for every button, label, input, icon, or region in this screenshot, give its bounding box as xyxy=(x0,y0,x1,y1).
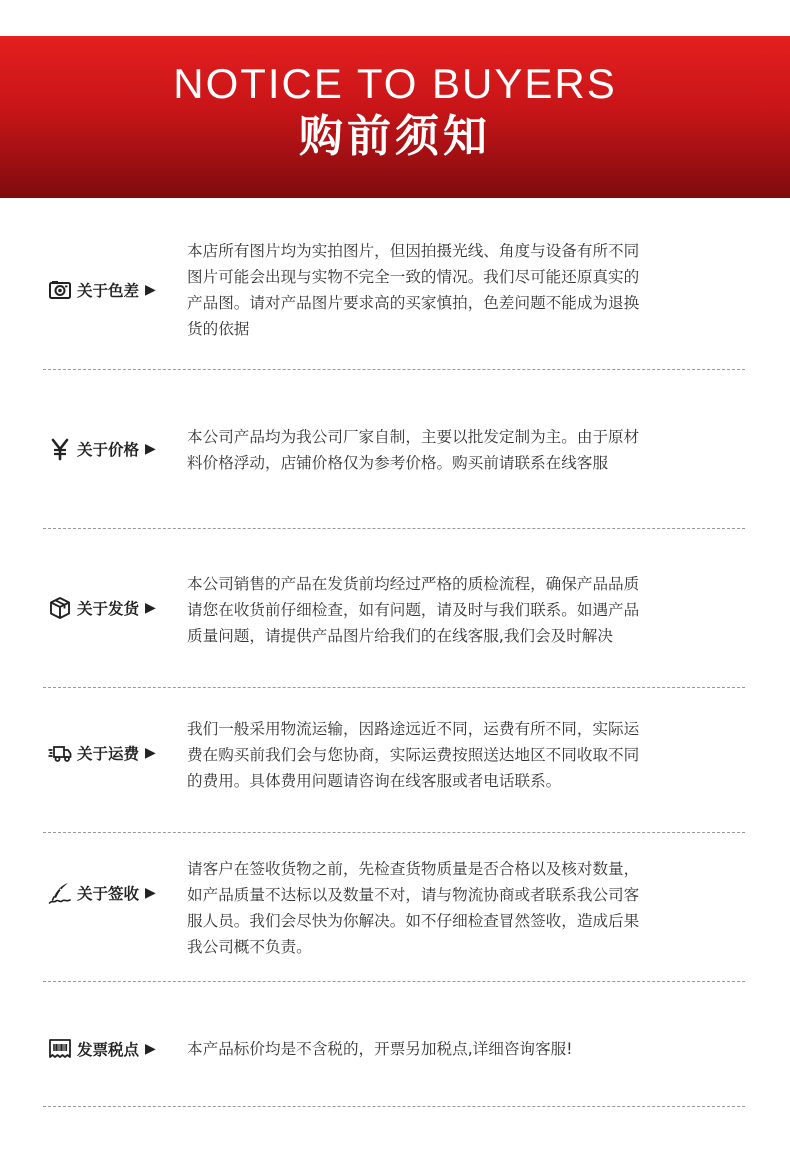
section-label xyxy=(48,595,156,621)
section-title: 发票税点 xyxy=(77,1041,140,1059)
dashed-divider xyxy=(43,369,745,370)
section-label xyxy=(48,436,156,462)
section-body xyxy=(187,1036,743,1062)
yen-icon xyxy=(48,437,72,461)
dashed-divider xyxy=(43,1106,745,1107)
dashed-divider xyxy=(43,832,745,833)
text-line: 如产品质量不达标以及数量不对，请与物流协商或者联系我公司客 xyxy=(187,886,640,904)
text-line: 我们一般采用物流运输，因路途远近不同，运费有所不同，实际运 xyxy=(187,720,640,738)
banner-subtitle: 购前须知 xyxy=(299,111,491,162)
signature-pen-icon xyxy=(48,881,72,905)
banner-title: NOTICE TO BUYERS xyxy=(173,60,617,107)
arrow-right-icon: ▶ xyxy=(145,441,156,457)
text-line: 请您在收货前仔细检查，如有问题，请及时与我们联系。如遇产品 xyxy=(187,601,640,619)
top-margin xyxy=(0,0,790,36)
section-title: 关于运费 xyxy=(77,745,140,763)
text-line: 本公司销售的产品在发货前均经过严格的质检流程，确保产品品质 xyxy=(187,575,640,593)
text-line: 产品图。请对产品图片要求高的买家慎拍，色差问题不能成为退换 xyxy=(187,294,640,312)
delivery-truck-icon xyxy=(48,741,72,765)
section-title: 关于签收 xyxy=(77,885,140,903)
text-line: 请客户在签收货物之前，先检查货物质量是否合格以及核对数量， xyxy=(187,860,640,878)
section-label xyxy=(48,1036,156,1062)
section-body xyxy=(187,571,743,649)
text-line: 质量问题，请提供产品图片给我们的在线客服,我们会及时解决 xyxy=(187,627,613,645)
text-line: 料价格浮动，店铺价格仅为参考价格。购买前请联系在线客服 xyxy=(187,454,609,472)
dashed-divider xyxy=(43,528,745,529)
text-line: 本产品标价均是不含税的，开票另加税点,详细咨询客服! xyxy=(187,1040,573,1058)
text-line: 我公司概不负责。 xyxy=(187,938,312,956)
text-line: 服人员。我们会尽快为你解决。如不仔细检查冒然签收，造成后果 xyxy=(187,912,640,930)
package-icon xyxy=(48,596,72,620)
section-label xyxy=(48,740,156,766)
section-title: 关于价格 xyxy=(77,441,140,459)
text-line: 费在购买前我们会与您协商，实际运费按照送达地区不同收取不同 xyxy=(187,746,640,764)
section-body xyxy=(187,424,743,476)
arrow-right-icon: ▶ xyxy=(145,282,156,298)
section-label xyxy=(48,277,156,303)
invoice-icon xyxy=(48,1037,72,1061)
section-label xyxy=(48,880,156,906)
section-body xyxy=(187,856,743,960)
text-line: 本店所有图片均为实拍图片，但因拍摄光线、角度与设备有所不同 xyxy=(187,242,640,260)
arrow-right-icon: ▶ xyxy=(145,1041,156,1057)
text-line: 货的依据 xyxy=(187,320,250,338)
text-line: 本公司产品均为我公司厂家自制，主要以批发定制为主。由于原材 xyxy=(187,428,640,446)
arrow-right-icon: ▶ xyxy=(145,745,156,761)
section-body xyxy=(187,716,743,794)
section-title: 关于色差 xyxy=(77,282,140,300)
text-line: 图片可能会出现与实物不完全一致的情况。我们尽可能还原真实的 xyxy=(187,268,640,286)
section-title: 关于发货 xyxy=(77,600,140,618)
arrow-right-icon: ▶ xyxy=(145,600,156,616)
dashed-divider xyxy=(43,687,745,688)
arrow-right-icon: ▶ xyxy=(145,885,156,901)
section-body xyxy=(187,238,743,342)
dashed-divider xyxy=(43,981,745,982)
camera-icon xyxy=(48,278,72,302)
text-line: 的费用。具体费用问题请咨询在线客服或者电话联系。 xyxy=(187,772,562,790)
